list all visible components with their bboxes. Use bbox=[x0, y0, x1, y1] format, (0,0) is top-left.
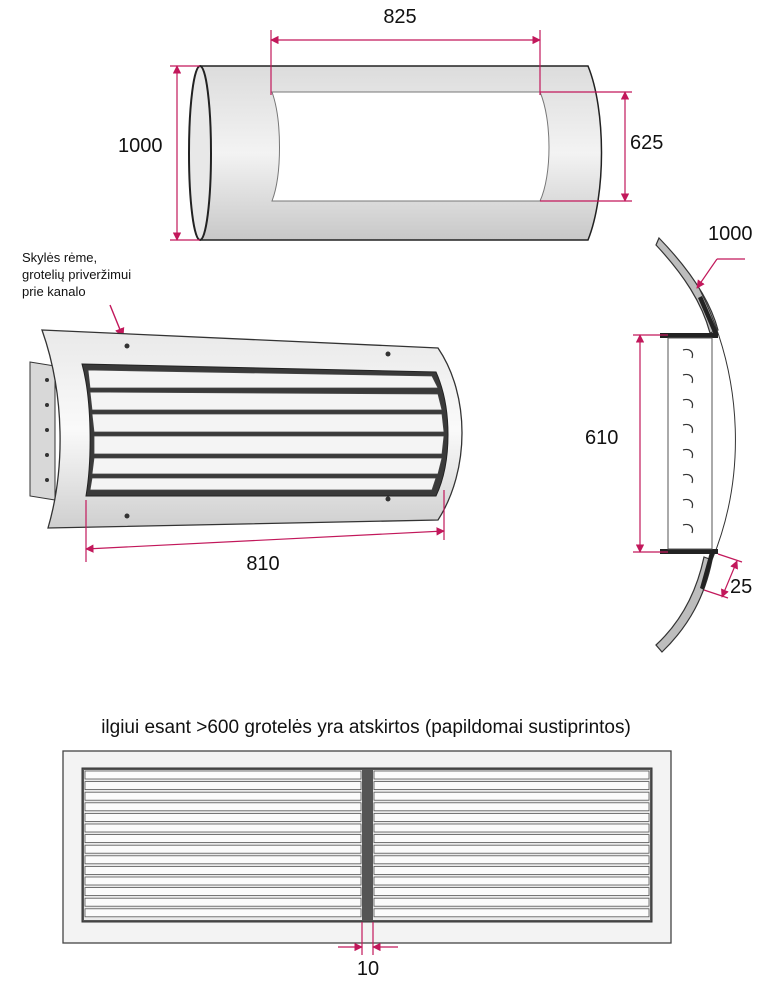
split-grille-view bbox=[63, 717, 671, 980]
hole-note-arrow bbox=[110, 305, 123, 337]
louvre-slat-left bbox=[85, 782, 361, 790]
dim-825-label: 825 bbox=[383, 6, 417, 28]
louvre-slat-right bbox=[374, 909, 649, 917]
louvre-slat-right bbox=[374, 877, 649, 885]
flange-top-lip bbox=[698, 296, 718, 335]
louvre-slat-right bbox=[374, 792, 649, 800]
louvre-slat-left bbox=[85, 856, 361, 864]
grille-view bbox=[22, 250, 462, 575]
radius-leader-arrow bbox=[697, 259, 717, 288]
hole-note-line-3: prie kanalo bbox=[22, 284, 86, 299]
section-grille-body bbox=[668, 338, 712, 549]
louvre-slat-right bbox=[374, 824, 649, 832]
dim-1000-label: 1000 bbox=[118, 135, 163, 157]
louvre-slat-right bbox=[374, 866, 649, 874]
dim-10-label: 10 bbox=[356, 958, 380, 980]
louvre-slat-left bbox=[85, 824, 361, 832]
louvre-slat-left bbox=[85, 909, 361, 917]
dim-810-label: 810 bbox=[246, 553, 280, 575]
grille-side-box bbox=[30, 362, 55, 500]
louvre-slat-right bbox=[374, 845, 649, 853]
louvre-slat-right bbox=[374, 813, 649, 821]
louvre-slat-left bbox=[85, 813, 361, 821]
dim-610-label: 610 bbox=[585, 427, 619, 449]
louvre-slat-right bbox=[374, 803, 649, 811]
louvre-slat-right bbox=[374, 888, 649, 896]
louvre-slat-left bbox=[85, 845, 361, 853]
duct-end-ellipse bbox=[189, 66, 211, 240]
louvre-slat-right bbox=[374, 856, 649, 864]
split-caption: ilgiui esant >600 grotelės yra atskirtos (papildomai sustiprintos) bbox=[101, 717, 631, 738]
louvre-slat-left bbox=[85, 771, 361, 779]
louvre-slat-left bbox=[85, 877, 361, 885]
duct-arc-lower bbox=[656, 557, 712, 652]
louvre-slat-right bbox=[374, 771, 649, 779]
louvres bbox=[88, 370, 444, 490]
louvre-slat-left bbox=[85, 803, 361, 811]
louvre-slat-left bbox=[85, 792, 361, 800]
louvre-slat-left bbox=[85, 888, 361, 896]
louvre-slat-left bbox=[85, 898, 361, 906]
louvre-slat-right bbox=[374, 782, 649, 790]
dim-810-line bbox=[86, 531, 444, 549]
flange-top bbox=[660, 333, 718, 338]
duct-view bbox=[118, 6, 663, 240]
louvre-slat-left bbox=[85, 835, 361, 843]
dim-25-ext-a bbox=[718, 554, 742, 562]
louvre-slat-right bbox=[374, 835, 649, 843]
flange-bottom bbox=[660, 549, 718, 554]
louvre-slat-left bbox=[85, 866, 361, 874]
section-view bbox=[585, 223, 753, 652]
dim-25-label: 25 bbox=[730, 576, 753, 598]
louvre-slat-right bbox=[374, 898, 649, 906]
duct-opening bbox=[272, 92, 549, 201]
dim-625-label: 625 bbox=[630, 132, 664, 154]
radius-label: 1000 bbox=[708, 223, 753, 245]
hole-note-line-2: grotelių priveržimui bbox=[22, 267, 132, 282]
hole-note-line-1: Skylės rėme, bbox=[22, 250, 98, 265]
